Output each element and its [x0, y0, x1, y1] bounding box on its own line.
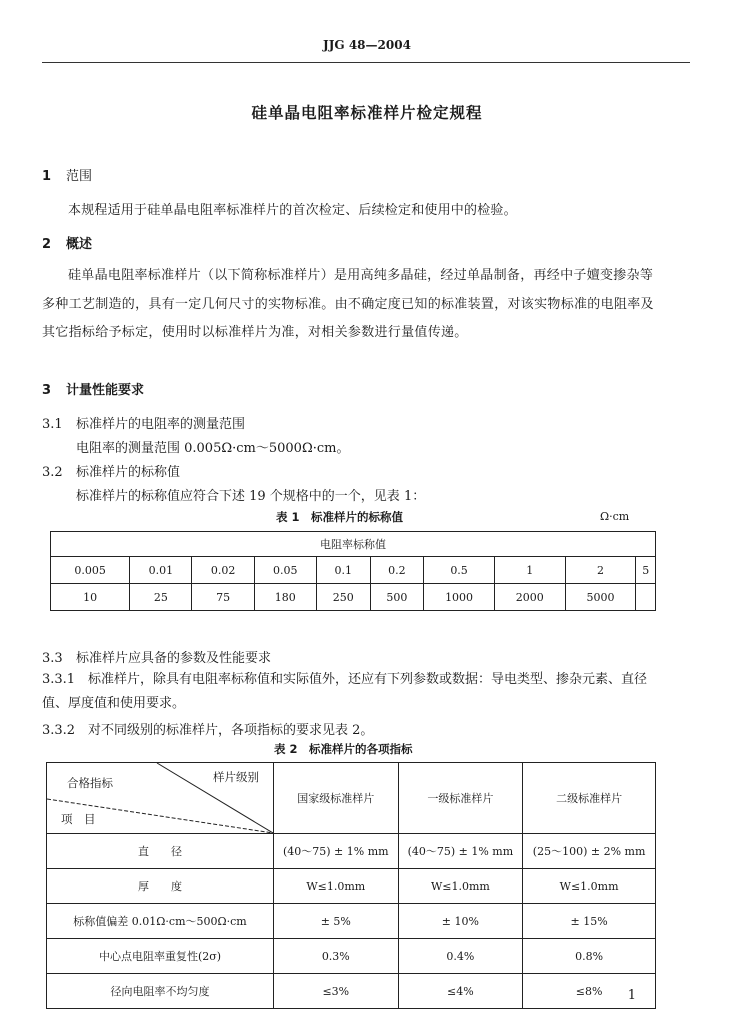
column-header: 二级标准样片: [523, 763, 656, 834]
section-body: 标准样片，除具有电阻率标称值和实际值外，还应有下列参数或数据：导电类型、掺杂元素、直径值、厚度值和使用要求。: [42, 672, 648, 711]
table-row: [51, 584, 656, 611]
section-3-1-heading: [42, 413, 245, 432]
table-1-unit: Ω·cm: [600, 510, 630, 523]
table-cell: ± 15%: [523, 904, 656, 939]
row-item: 厚 度: [47, 869, 274, 904]
section-number: 3.3: [42, 651, 63, 666]
table-cell: 25: [130, 584, 192, 611]
section-title: 范围: [66, 169, 93, 184]
section-3-3-2: [42, 719, 373, 738]
table-cell: 500: [370, 584, 424, 611]
table-cell: 0.05: [254, 557, 316, 584]
row-item: 径向电阻率不均匀度: [47, 974, 274, 1009]
table-row: [47, 974, 656, 1009]
section-title: 标准样片的电阻率的测量范围: [76, 417, 246, 432]
corner-label-item: 项 目: [61, 812, 96, 826]
table-row: [47, 834, 656, 869]
section-title: 标准样片的标称值: [76, 465, 181, 480]
table-cell: W≤1.0mm: [523, 869, 656, 904]
table-cell: 1: [494, 557, 565, 584]
section-1-heading: [42, 165, 92, 184]
table-cell: 75: [192, 584, 254, 611]
section-title: 概述: [66, 237, 93, 252]
table-cell: 0.8%: [523, 939, 656, 974]
section-3-heading: [42, 379, 144, 398]
table-cell: 0.1: [316, 557, 370, 584]
column-header: 国家级标准样片: [274, 763, 399, 834]
section-number: 3.2: [42, 465, 63, 480]
corner-label-indicator: 合格指标: [67, 776, 113, 790]
section-number: 3.1: [42, 417, 63, 432]
table-cell: (25～100) ± 2% mm: [523, 834, 656, 869]
page-title: 硅单晶电阻率标准样片检定规程: [251, 104, 483, 122]
table-cell: 0.01: [130, 557, 192, 584]
table-cell: ± 5%: [274, 904, 399, 939]
table-2: [46, 762, 656, 1009]
table-cell: ≤3%: [274, 974, 399, 1009]
table-cell: W≤1.0mm: [274, 869, 399, 904]
header-rule: [42, 62, 690, 63]
section-number: 3.3.1: [42, 672, 76, 687]
table-cell: 0.2: [370, 557, 424, 584]
column-header: 一级标准样片: [398, 763, 523, 834]
corner-label-level: 样片级别: [213, 770, 259, 784]
table-cell: 0.5: [424, 557, 495, 584]
table-cell: ≤8%: [523, 974, 656, 1009]
table-row: [47, 869, 656, 904]
table-cell: (40～75) ± 1% mm: [398, 834, 523, 869]
table-row: [47, 904, 656, 939]
table-cell: [636, 584, 656, 611]
section-2-heading: [42, 233, 92, 252]
table-cell: ≤4%: [398, 974, 523, 1009]
table-cell: 5000: [565, 584, 636, 611]
table-cell: 0.02: [192, 557, 254, 584]
section-3-2-body: 标准样片的标称值应符合下述 19 个规格中的一个，见表 1：: [76, 489, 426, 504]
section-3-3-1: [42, 668, 662, 716]
table-cell: 250: [316, 584, 370, 611]
table-cell: 0.005: [51, 557, 130, 584]
section-body: 对不同级别的标准样片，各项指标的要求见表 2。: [88, 723, 374, 738]
table-cell: 2: [565, 557, 636, 584]
section-title: 标准样片应具备的参数及性能要求: [76, 651, 272, 666]
row-item: 标称值偏差 0.01Ω·cm～500Ω·cm: [47, 904, 274, 939]
table-cell: 0.3%: [274, 939, 399, 974]
table-1-header: 电阻率标称值: [51, 532, 656, 557]
section-3-1-body: 电阻率的测量范围 0.005Ω·cm～5000Ω·cm。: [76, 441, 350, 456]
section-2-body: 硅单晶电阻率标准样片（以下简称标准样片）是用高纯多晶硅，经过单晶制备，再经中子嬗变掺杂等多种工艺制造的，具有一定几何尺寸的实物标准。由不确定度已知的标准装置，对该实物标准的电阻率及其它指标给予标定，使用时以标准样片为准，对相关参数进行量值传递。: [42, 268, 654, 340]
table-cell: 0.4%: [398, 939, 523, 974]
section-number: 3.3.2: [42, 723, 76, 738]
table-1-caption: 表 1 标准样片的标称值: [276, 510, 404, 524]
section-1-body: 本规程适用于硅单晶电阻率标准样片的首次检定、后续检定和使用中的检验。: [68, 203, 517, 218]
table-cell: 5: [636, 557, 656, 584]
table-cell: 1000: [424, 584, 495, 611]
table-cell: 2000: [494, 584, 565, 611]
table-cell: (40～75) ± 1% mm: [274, 834, 399, 869]
table-cell: W≤1.0mm: [398, 869, 523, 904]
row-item: 中心点电阻率重复性(2σ): [47, 939, 274, 974]
row-item: 直 径: [47, 834, 274, 869]
section-number: 2: [42, 237, 52, 252]
table-2-caption: 表 2 标准样片的各项指标: [274, 742, 413, 756]
table-cell: ± 10%: [398, 904, 523, 939]
table-2-corner-cell: [47, 763, 274, 834]
document-code: JJG 48—2004: [323, 38, 411, 52]
table-cell: 10: [51, 584, 130, 611]
table-row: [47, 939, 656, 974]
section-title: 计量性能要求: [66, 383, 145, 398]
page-number: 1: [627, 988, 636, 1003]
section-3-3-heading: [42, 647, 271, 666]
section-number: 1: [42, 169, 52, 184]
section-number: 3: [42, 383, 52, 398]
table-cell: 180: [254, 584, 316, 611]
table-1: [50, 531, 656, 611]
table-row: [51, 557, 656, 584]
section-3-2-heading: [42, 461, 180, 480]
